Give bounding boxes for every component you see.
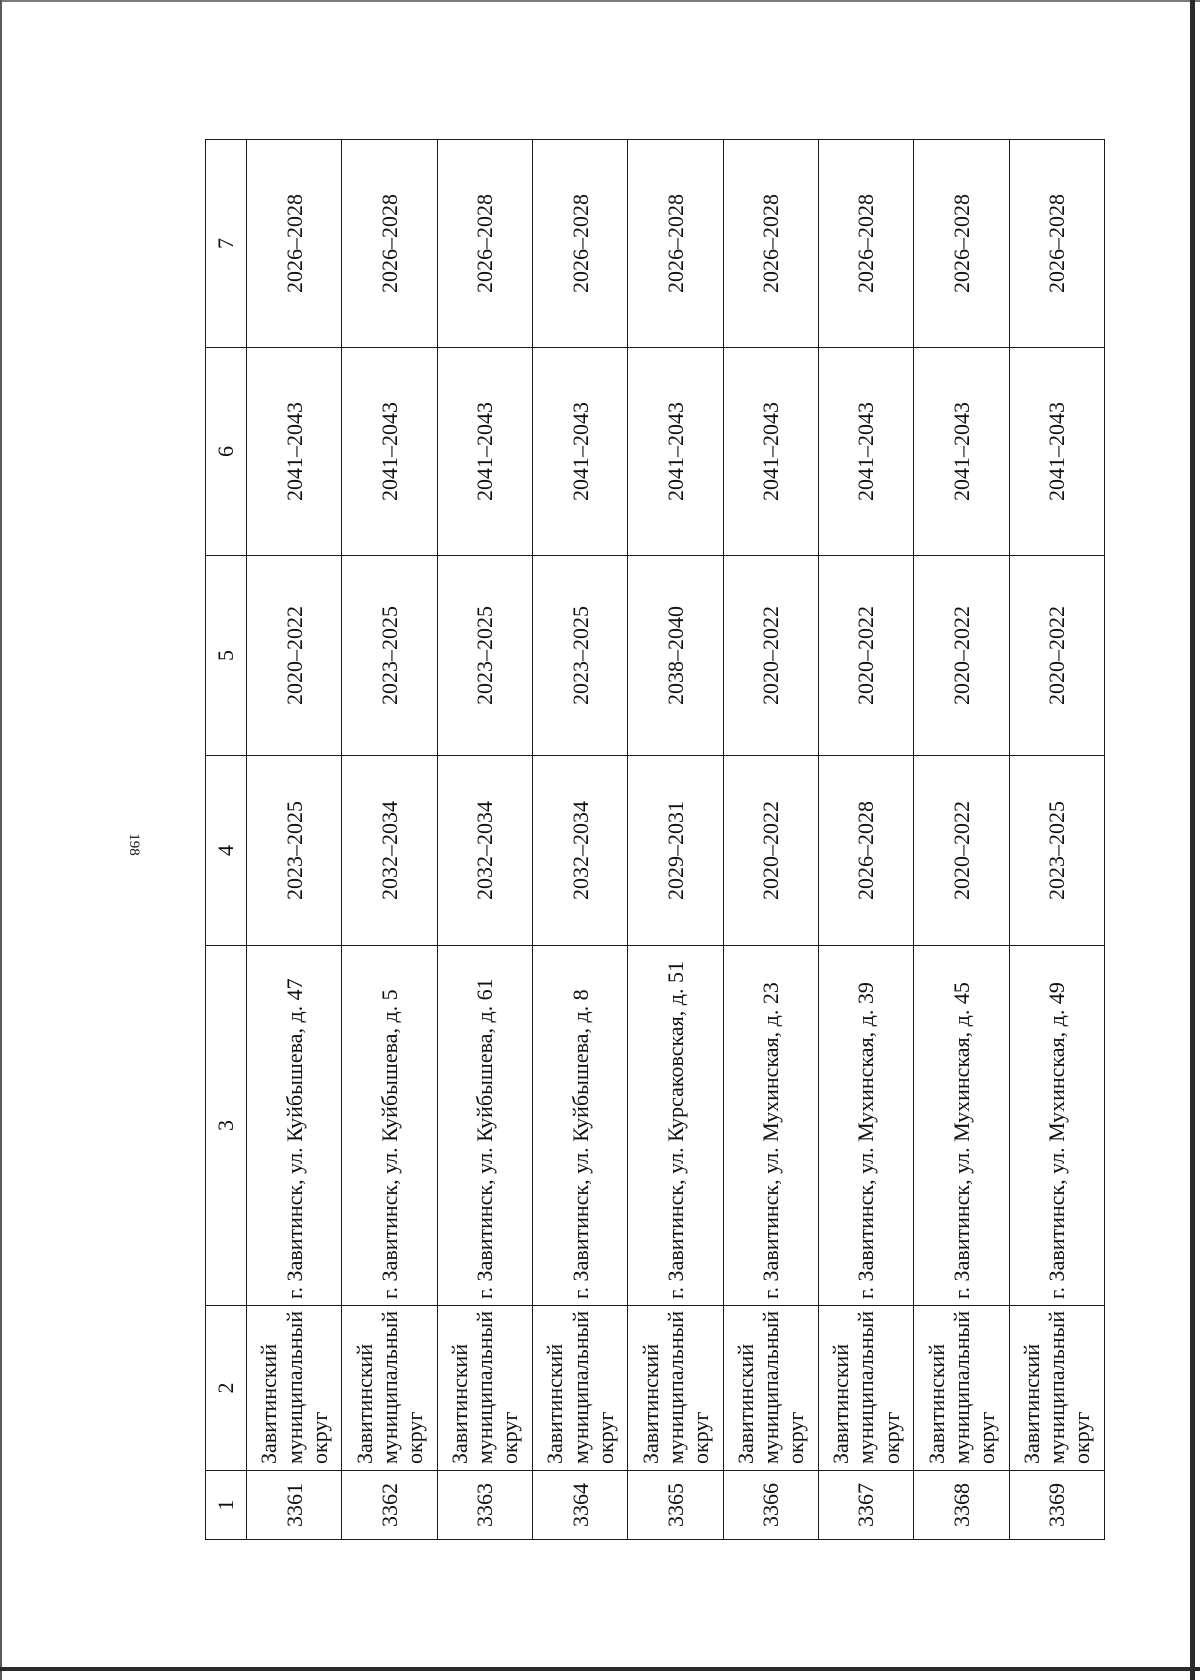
period-cell-5: 2023–2025 xyxy=(437,556,532,756)
period-cell-4: 2026–2028 xyxy=(818,756,913,946)
period-cell-5: 2038–2040 xyxy=(628,556,723,756)
district-cell: Завитинский муниципальный округ xyxy=(723,1306,818,1471)
period-cell-5: 2020–2022 xyxy=(247,556,342,756)
address-cell: г. Завитинск, ул. Куйбышева, д. 61 xyxy=(437,946,532,1306)
period-cell-7: 2026–2028 xyxy=(437,140,532,348)
table-row xyxy=(723,140,818,1540)
column-header: 1 xyxy=(206,1471,247,1540)
table-row xyxy=(1009,140,1104,1540)
period-cell-5: 2023–2025 xyxy=(532,556,627,756)
period-cell-5: 2020–2022 xyxy=(818,556,913,756)
row-number-cell: 3361 xyxy=(247,1471,342,1540)
column-header: 2 xyxy=(206,1306,247,1471)
scan-edge-right xyxy=(1190,0,1195,1680)
period-cell-4: 2023–2025 xyxy=(1009,756,1104,946)
period-cell-4: 2020–2022 xyxy=(723,756,818,946)
table-row xyxy=(914,140,1009,1540)
page-number: 198 xyxy=(125,833,142,856)
table-row xyxy=(247,140,342,1540)
row-number-cell: 3364 xyxy=(532,1471,627,1540)
period-cell-7: 2026–2028 xyxy=(342,140,437,348)
address-cell: г. Завитинск, ул. Мухинская, д. 49 xyxy=(1009,946,1104,1306)
scan-edge-bottom xyxy=(0,1667,1200,1671)
period-cell-7: 2026–2028 xyxy=(1009,140,1104,348)
district-cell: Завитинский муниципальный округ xyxy=(532,1306,627,1471)
address-cell: г. Завитинск, ул. Мухинская, д. 45 xyxy=(914,946,1009,1306)
address-cell: г. Завитинск, ул. Куйбышева, д. 8 xyxy=(532,946,627,1306)
table-row xyxy=(532,140,627,1540)
column-header: 6 xyxy=(206,348,247,556)
column-header: 3 xyxy=(206,946,247,1306)
period-cell-7: 2026–2028 xyxy=(532,140,627,348)
scan-edge-left xyxy=(0,0,2,1680)
address-cell: г. Завитинск, ул. Мухинская, д. 23 xyxy=(723,946,818,1306)
column-header: 4 xyxy=(206,756,247,946)
district-cell: Завитинский муниципальный округ xyxy=(247,1306,342,1471)
district-cell: Завитинский муниципальный округ xyxy=(818,1306,913,1471)
row-number-cell: 3365 xyxy=(628,1471,723,1540)
column-header: 7 xyxy=(206,140,247,348)
period-cell-6: 2041–2043 xyxy=(628,348,723,556)
address-cell: г. Завитинск, ул. Куйбышева, д. 5 xyxy=(342,946,437,1306)
table-row xyxy=(437,140,532,1540)
district-cell: Завитинский муниципальный округ xyxy=(342,1306,437,1471)
period-cell-4: 2032–2034 xyxy=(437,756,532,946)
period-cell-6: 2041–2043 xyxy=(532,348,627,556)
period-cell-5: 2020–2022 xyxy=(1009,556,1104,756)
district-cell: Завитинский муниципальный округ xyxy=(1009,1306,1104,1471)
period-cell-6: 2041–2043 xyxy=(1009,348,1104,556)
period-cell-4: 2032–2034 xyxy=(342,756,437,946)
table-header-row xyxy=(206,140,247,1540)
row-number-cell: 3363 xyxy=(437,1471,532,1540)
rotated-table-wrapper xyxy=(205,140,1105,1540)
period-cell-7: 2026–2028 xyxy=(723,140,818,348)
data-table xyxy=(205,139,1105,1540)
row-number-cell: 3362 xyxy=(342,1471,437,1540)
scan-edge-top xyxy=(0,0,1200,2)
address-cell: г. Завитинск, ул. Куйбышева, д. 47 xyxy=(247,946,342,1306)
table-row xyxy=(628,140,723,1540)
period-cell-7: 2026–2028 xyxy=(818,140,913,348)
address-cell: г. Завитинск, ул. Курсаковская, д. 51 xyxy=(628,946,723,1306)
period-cell-5: 2023–2025 xyxy=(342,556,437,756)
period-cell-6: 2041–2043 xyxy=(342,348,437,556)
period-cell-4: 2029–2031 xyxy=(628,756,723,946)
period-cell-5: 2020–2022 xyxy=(723,556,818,756)
period-cell-6: 2041–2043 xyxy=(437,348,532,556)
table-row xyxy=(342,140,437,1540)
row-number-cell: 3366 xyxy=(723,1471,818,1540)
period-cell-7: 2026–2028 xyxy=(914,140,1009,348)
period-cell-7: 2026–2028 xyxy=(247,140,342,348)
row-number-cell: 3368 xyxy=(914,1471,1009,1540)
table-row xyxy=(818,140,913,1540)
address-cell: г. Завитинск, ул. Мухинская, д. 39 xyxy=(818,946,913,1306)
district-cell: Завитинский муниципальный округ xyxy=(437,1306,532,1471)
district-cell: Завитинский муниципальный округ xyxy=(914,1306,1009,1471)
period-cell-6: 2041–2043 xyxy=(723,348,818,556)
period-cell-4: 2020–2022 xyxy=(914,756,1009,946)
period-cell-6: 2041–2043 xyxy=(818,348,913,556)
period-cell-6: 2041–2043 xyxy=(247,348,342,556)
period-cell-4: 2032–2034 xyxy=(532,756,627,946)
district-cell: Завитинский муниципальный округ xyxy=(628,1306,723,1471)
row-number-cell: 3369 xyxy=(1009,1471,1104,1540)
period-cell-4: 2023–2025 xyxy=(247,756,342,946)
row-number-cell: 3367 xyxy=(818,1471,913,1540)
period-cell-5: 2020–2022 xyxy=(914,556,1009,756)
column-header: 5 xyxy=(206,556,247,756)
period-cell-7: 2026–2028 xyxy=(628,140,723,348)
period-cell-6: 2041–2043 xyxy=(914,348,1009,556)
